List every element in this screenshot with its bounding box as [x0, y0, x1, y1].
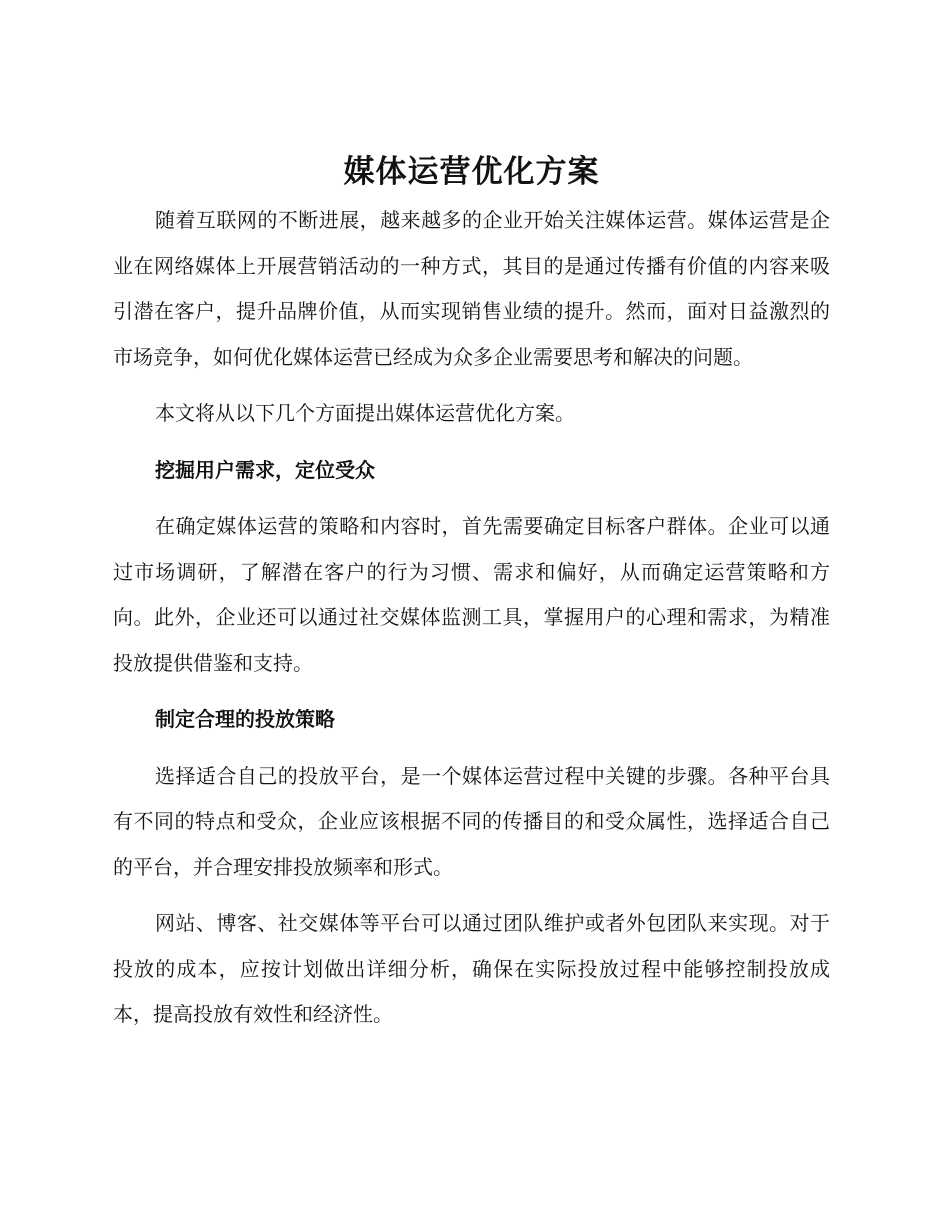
- section-user-needs: [113, 448, 830, 687]
- document-title: 媒体运营优化方案: [343, 154, 600, 190]
- section-placement-strategy: [113, 697, 830, 1038]
- intro-paragraph: 随着互联网的不断进展，越来越多的企业开始关注媒体运营。媒体运营是企业在网络媒体上开展营销活动的一种方式，其目的是通过传播有价值的内容来吸引潜在客户，提升品牌价值，从而实现销售业绩的提升。然而，面对日益激烈的市场竞争，如何优化媒体运营已经成为众多企业需要思考和解决的问题。: [113, 208, 830, 369]
- section-heading: 制定合理的投放策略: [155, 707, 335, 731]
- section-paragraph: 在确定媒体运营的策略和内容时，首先需要确定目标客户群体。企业可以通过市场调研，了解潜在客户的行为习惯、需求和偏好，从而确定运营策略和方向。此外，企业还可以通过社交媒体监测工具，掌握用户的心理和需求，为精准投放提供借鉴和支持。: [113, 514, 830, 675]
- section-paragraph: 网站、博客、社交媒体等平台可以通过团队维护或者外包团队来实现。对于投放的成本，应按计划做出详细分析，确保在实际投放过程中能够控制投放成本，提高投放有效性和经济性。: [113, 911, 830, 1026]
- section-heading: 挖掘用户需求，定位受众: [155, 457, 375, 482]
- intro-paragraph: 本文将从以下几个方面提出媒体运营优化方案。: [155, 401, 575, 425]
- document-page: [113, 150, 830, 1049]
- section-paragraph: 选择适合自己的投放平台，是一个媒体运营过程中关键的步骤。各种平台具有不同的特点和受众，企业应该根据不同的传播目的和受众属性，选择适合自己的平台，并合理安排投放频率和形式。: [113, 763, 830, 879]
